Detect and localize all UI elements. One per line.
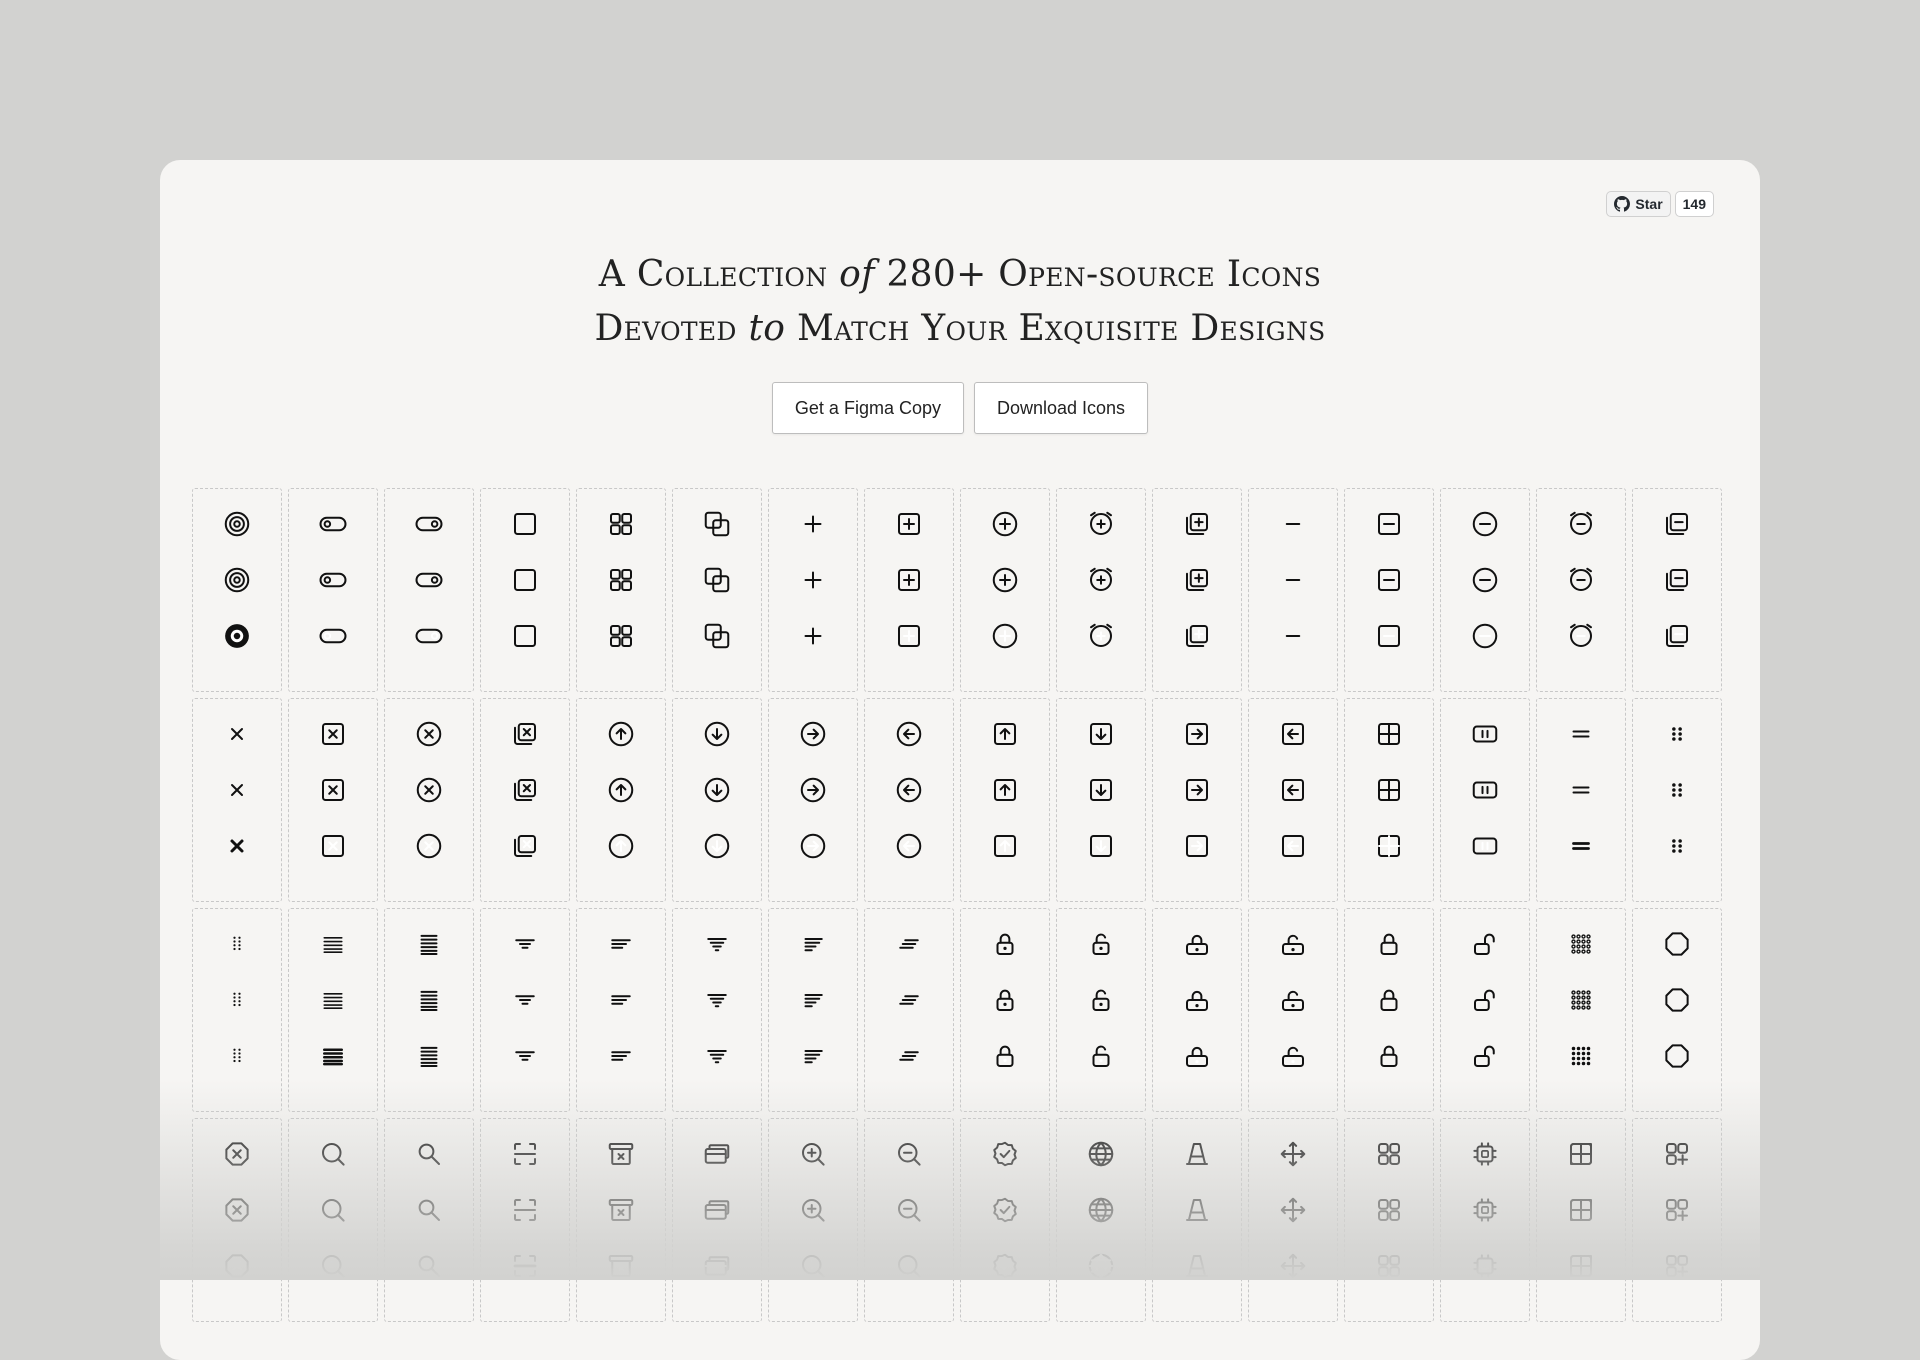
toggle-on-solid-icon[interactable] <box>414 621 444 651</box>
icon-cell-toggle-on[interactable] <box>384 488 474 692</box>
align-center-wide-duotone-icon[interactable] <box>702 985 732 1015</box>
icon-cell-align-right-italic[interactable] <box>864 908 954 1112</box>
search-simple-solid-icon[interactable] <box>414 1251 444 1281</box>
minus-circle-solid-icon[interactable] <box>1470 621 1500 651</box>
arrow-left-circle-outline-icon[interactable] <box>894 719 924 749</box>
credit-cards-duotone-icon[interactable] <box>702 1195 732 1225</box>
icon-cell-globe[interactable] <box>1056 1118 1146 1322</box>
dots-grid-solid-icon[interactable] <box>1566 1041 1596 1071</box>
pause-rect-duotone-icon[interactable] <box>1470 775 1500 805</box>
lock-simple-duotone-icon[interactable] <box>1374 985 1404 1015</box>
close-octagon-outline-icon[interactable] <box>222 1139 252 1169</box>
arrow-right-square-outline-icon[interactable] <box>1182 719 1212 749</box>
lock-outline-icon[interactable] <box>990 929 1020 959</box>
alarm-plus-outline-icon[interactable] <box>1086 509 1116 539</box>
icon-cell-toggle-off[interactable] <box>288 488 378 692</box>
archive-duotone-icon[interactable] <box>606 1195 636 1225</box>
lock-simple-solid-icon[interactable] <box>1374 1041 1404 1071</box>
arrow-down-circle-outline-icon[interactable] <box>702 719 732 749</box>
globe-outline-icon[interactable] <box>1086 1139 1116 1169</box>
minus-circle-duotone-icon[interactable] <box>1470 565 1500 595</box>
credit-cards-solid-icon[interactable] <box>702 1251 732 1281</box>
headline-line-2-end: Match Your Exquisite Designs <box>785 308 1326 349</box>
minus-square-duotone-icon[interactable] <box>1374 565 1404 595</box>
icon-cell-apps[interactable] <box>1344 1118 1434 1322</box>
stack-minus-duotone-icon[interactable] <box>1662 565 1692 595</box>
page-headline <box>160 248 1760 356</box>
stack-close-solid-icon[interactable] <box>510 831 540 861</box>
globe-duotone-icon[interactable] <box>1086 1195 1116 1225</box>
unlock-wide-outline-icon[interactable] <box>1278 929 1308 959</box>
download-icons-button[interactable]: Download Icons <box>974 382 1148 434</box>
icon-cell-align-center[interactable] <box>480 908 570 1112</box>
align-right-italic-outline-icon[interactable] <box>894 929 924 959</box>
toggle-off-duotone-icon[interactable] <box>318 565 348 595</box>
pause-rect-solid-icon[interactable] <box>1470 831 1500 861</box>
icon-cell-grid-square[interactable] <box>1344 698 1434 902</box>
align-left-outline-icon[interactable] <box>606 929 636 959</box>
github-icon <box>1614 196 1630 212</box>
stack-minus-outline-icon[interactable] <box>1662 509 1692 539</box>
minus-solid-icon[interactable] <box>1278 621 1308 651</box>
icon-cell-dots-grid[interactable] <box>1536 908 1626 1112</box>
minus-outline-icon[interactable] <box>1278 509 1308 539</box>
grid-square-solid-icon[interactable] <box>1374 831 1404 861</box>
drag-dots-duotone-icon[interactable] <box>222 985 252 1015</box>
icon-cell-drag-dots[interactable] <box>192 908 282 1112</box>
scan-outline-icon[interactable] <box>510 1139 540 1169</box>
close-square-solid-icon[interactable] <box>318 831 348 861</box>
dots-grid-outline-icon[interactable] <box>1566 929 1596 959</box>
grid-square-outline-icon[interactable] <box>1374 719 1404 749</box>
arrow-left-square-outline-icon[interactable] <box>1278 719 1308 749</box>
headline-line-1-end: 280+ Open-source Icons <box>874 254 1322 295</box>
lock-wide-outline-icon[interactable] <box>1182 929 1212 959</box>
archive-solid-icon[interactable] <box>606 1251 636 1281</box>
close-square-duotone-icon[interactable] <box>318 775 348 805</box>
target-solid-icon[interactable] <box>222 621 252 651</box>
align-right-italic-solid-icon[interactable] <box>894 1041 924 1071</box>
alarm-minus-solid-icon[interactable] <box>1566 621 1596 651</box>
icon-cell-arrow-right-circle[interactable] <box>768 698 858 902</box>
lock-simple-outline-icon[interactable] <box>1374 929 1404 959</box>
main-card <box>160 160 1760 1360</box>
icon-cell-grid[interactable] <box>576 488 666 692</box>
arrow-up-circle-duotone-icon[interactable] <box>606 775 636 805</box>
icon-cell-minus[interactable] <box>1248 488 1338 692</box>
check-shield-duotone-icon[interactable] <box>990 1195 1020 1225</box>
apps-add-duotone-icon[interactable] <box>1662 1195 1692 1225</box>
stack-close-outline-icon[interactable] <box>510 719 540 749</box>
headline-line-2-start: Devoted <box>594 308 749 349</box>
close-circle-duotone-icon[interactable] <box>414 775 444 805</box>
icon-cell-plus-circle[interactable] <box>960 488 1050 692</box>
align-center-outline-icon[interactable] <box>510 929 540 959</box>
align-justify-duotone-icon[interactable] <box>318 985 348 1015</box>
search-simple-duotone-icon[interactable] <box>414 1195 444 1225</box>
headline-line-2 <box>160 302 1760 356</box>
icon-cell-cpu[interactable] <box>1440 1118 1530 1322</box>
unlock-outline-icon[interactable] <box>1086 929 1116 959</box>
close-circle-outline-icon[interactable] <box>414 719 444 749</box>
icon-cell-alarm-plus[interactable] <box>1056 488 1146 692</box>
search-duotone-icon[interactable] <box>318 1195 348 1225</box>
align-left-solid-icon[interactable] <box>606 1041 636 1071</box>
icon-cell-lock-wide[interactable] <box>1152 908 1242 1112</box>
apps-add-outline-icon[interactable] <box>1662 1139 1692 1169</box>
icon-cell-zoom-out[interactable] <box>864 1118 954 1322</box>
equals-outline-icon[interactable] <box>1566 719 1596 749</box>
credit-cards-outline-icon[interactable] <box>702 1139 732 1169</box>
copy-solid-icon[interactable] <box>702 621 732 651</box>
icon-cell-zoom-in[interactable] <box>768 1118 858 1322</box>
icon-cell-align-justify-dense[interactable] <box>384 908 474 1112</box>
icon-cell-plus[interactable] <box>768 488 858 692</box>
figma-copy-button[interactable]: Get a Figma Copy <box>772 382 964 434</box>
action-buttons <box>160 382 1760 434</box>
plus-square-outline-icon[interactable] <box>894 509 924 539</box>
apps-outline-icon[interactable] <box>1374 1139 1404 1169</box>
icon-cell-stack-plus[interactable] <box>1152 488 1242 692</box>
arrow-left-square-solid-icon[interactable] <box>1278 831 1308 861</box>
alarm-minus-outline-icon[interactable] <box>1566 509 1596 539</box>
zoom-in-duotone-icon[interactable] <box>798 1195 828 1225</box>
plus-circle-solid-icon[interactable] <box>990 621 1020 651</box>
lock-wide-solid-icon[interactable] <box>1182 1041 1212 1071</box>
icon-cell-close-octagon[interactable] <box>192 1118 282 1322</box>
scan-duotone-icon[interactable] <box>510 1195 540 1225</box>
close-octagon-solid-icon[interactable] <box>222 1251 252 1281</box>
cpu-duotone-icon[interactable] <box>1470 1195 1500 1225</box>
archive-outline-icon[interactable] <box>606 1139 636 1169</box>
arrow-down-square-solid-icon[interactable] <box>1086 831 1116 861</box>
plus-square-solid-icon[interactable] <box>894 621 924 651</box>
layout-duotone-icon[interactable] <box>1566 1195 1596 1225</box>
unlock-wide-duotone-icon[interactable] <box>1278 985 1308 1015</box>
icon-cell-arrow-down-circle[interactable] <box>672 698 762 902</box>
scan-solid-icon[interactable] <box>510 1251 540 1281</box>
octagon-duotone-icon[interactable] <box>1662 985 1692 1015</box>
unlock-simple-outline-icon[interactable] <box>1470 929 1500 959</box>
align-justify-outline-icon[interactable] <box>318 929 348 959</box>
arrow-down-circle-solid-icon[interactable] <box>702 831 732 861</box>
icon-cell-square[interactable] <box>480 488 570 692</box>
icon-cell-move[interactable] <box>1248 1118 1338 1322</box>
plus-solid-icon[interactable] <box>798 621 828 651</box>
icon-cell-search[interactable] <box>288 1118 378 1322</box>
align-justify-dense-outline-icon[interactable] <box>414 929 444 959</box>
lock-duotone-icon[interactable] <box>990 985 1020 1015</box>
minus-square-outline-icon[interactable] <box>1374 509 1404 539</box>
toggle-off-outline-icon[interactable] <box>318 509 348 539</box>
toggle-on-outline-icon[interactable] <box>414 509 444 539</box>
cone-outline-icon[interactable] <box>1182 1139 1212 1169</box>
plus-outline-icon[interactable] <box>798 509 828 539</box>
icon-grid <box>192 488 1722 1322</box>
icon-cell-arrow-down-square[interactable] <box>1056 698 1146 902</box>
cone-solid-icon[interactable] <box>1182 1251 1212 1281</box>
headline-line-1-italic: of <box>839 254 875 295</box>
dots-grid-duotone-icon[interactable] <box>1566 985 1596 1015</box>
drag-handle-duotone-icon[interactable] <box>1662 775 1692 805</box>
lock-solid-icon[interactable] <box>990 1041 1020 1071</box>
align-left-wide-duotone-icon[interactable] <box>798 985 828 1015</box>
cpu-outline-icon[interactable] <box>1470 1139 1500 1169</box>
icon-cell-apps-add[interactable] <box>1632 1118 1722 1322</box>
arrow-down-square-outline-icon[interactable] <box>1086 719 1116 749</box>
zoom-out-solid-icon[interactable] <box>894 1251 924 1281</box>
alarm-plus-duotone-icon[interactable] <box>1086 565 1116 595</box>
stack-plus-outline-icon[interactable] <box>1182 509 1212 539</box>
grid-outline-icon[interactable] <box>606 509 636 539</box>
icon-cell-arrow-right-square[interactable] <box>1152 698 1242 902</box>
align-left-wide-outline-icon[interactable] <box>798 929 828 959</box>
zoom-out-duotone-icon[interactable] <box>894 1195 924 1225</box>
search-simple-outline-icon[interactable] <box>414 1139 444 1169</box>
move-solid-icon[interactable] <box>1278 1251 1308 1281</box>
grid-solid-icon[interactable] <box>606 621 636 651</box>
icon-cell-arrow-up-circle[interactable] <box>576 698 666 902</box>
arrow-up-square-duotone-icon[interactable] <box>990 775 1020 805</box>
align-justify-solid-icon[interactable] <box>318 1041 348 1071</box>
icon-cell-close-circle[interactable] <box>384 698 474 902</box>
icon-cell-target[interactable] <box>192 488 282 692</box>
align-center-wide-outline-icon[interactable] <box>702 929 732 959</box>
arrow-up-circle-outline-icon[interactable] <box>606 719 636 749</box>
square-duotone-icon[interactable] <box>510 565 540 595</box>
icon-cell-search-simple[interactable] <box>384 1118 474 1322</box>
icon-cell-unlock[interactable] <box>1056 908 1146 1112</box>
icon-cell-archive[interactable] <box>576 1118 666 1322</box>
icon-cell-stack-minus[interactable] <box>1632 488 1722 692</box>
arrow-down-square-duotone-icon[interactable] <box>1086 775 1116 805</box>
copy-outline-icon[interactable] <box>702 509 732 539</box>
arrow-down-circle-duotone-icon[interactable] <box>702 775 732 805</box>
copy-duotone-icon[interactable] <box>702 565 732 595</box>
icon-cell-alarm-minus[interactable] <box>1536 488 1626 692</box>
plus-square-duotone-icon[interactable] <box>894 565 924 595</box>
icon-cell-stack-close[interactable] <box>480 698 570 902</box>
close-outline-icon[interactable] <box>222 719 252 749</box>
arrow-right-circle-outline-icon[interactable] <box>798 719 828 749</box>
check-shield-solid-icon[interactable] <box>990 1251 1020 1281</box>
close-square-outline-icon[interactable] <box>318 719 348 749</box>
minus-duotone-icon[interactable] <box>1278 565 1308 595</box>
globe-solid-icon[interactable] <box>1086 1251 1116 1281</box>
icon-cell-align-left[interactable] <box>576 908 666 1112</box>
lock-wide-duotone-icon[interactable] <box>1182 985 1212 1015</box>
arrow-right-circle-solid-icon[interactable] <box>798 831 828 861</box>
unlock-simple-solid-icon[interactable] <box>1470 1041 1500 1071</box>
arrow-left-circle-solid-icon[interactable] <box>894 831 924 861</box>
arrow-up-square-solid-icon[interactable] <box>990 831 1020 861</box>
drag-handle-solid-icon[interactable] <box>1662 831 1692 861</box>
icon-cell-drag-handle[interactable] <box>1632 698 1722 902</box>
stack-minus-solid-icon[interactable] <box>1662 621 1692 651</box>
move-duotone-icon[interactable] <box>1278 1195 1308 1225</box>
stack-plus-solid-icon[interactable] <box>1182 621 1212 651</box>
arrow-right-circle-duotone-icon[interactable] <box>798 775 828 805</box>
icon-cell-pause-rect[interactable] <box>1440 698 1530 902</box>
icon-cell-scan[interactable] <box>480 1118 570 1322</box>
equals-solid-icon[interactable] <box>1566 831 1596 861</box>
target-outline-icon[interactable] <box>222 509 252 539</box>
icon-cell-credit-cards[interactable] <box>672 1118 762 1322</box>
pause-rect-outline-icon[interactable] <box>1470 719 1500 749</box>
icon-cell-layout[interactable] <box>1536 1118 1626 1322</box>
github-star-count[interactable]: 149 <box>1675 191 1714 217</box>
arrow-up-square-outline-icon[interactable] <box>990 719 1020 749</box>
headline-line-1-start: A Collection <box>598 254 840 295</box>
stack-plus-duotone-icon[interactable] <box>1182 565 1212 595</box>
align-center-duotone-icon[interactable] <box>510 985 540 1015</box>
icon-cell-close-square[interactable] <box>288 698 378 902</box>
alarm-plus-solid-icon[interactable] <box>1086 621 1116 651</box>
icon-cell-minus-square[interactable] <box>1344 488 1434 692</box>
minus-square-solid-icon[interactable] <box>1374 621 1404 651</box>
icon-cell-align-left-wide[interactable] <box>768 908 858 1112</box>
icon-cell-arrow-left-square[interactable] <box>1248 698 1338 902</box>
icon-cell-unlock-wide[interactable] <box>1248 908 1338 1112</box>
icon-cell-unlock-simple[interactable] <box>1440 908 1530 1112</box>
arrow-right-square-duotone-icon[interactable] <box>1182 775 1212 805</box>
headline-line-1 <box>160 248 1760 302</box>
zoom-out-outline-icon[interactable] <box>894 1139 924 1169</box>
align-right-italic-duotone-icon[interactable] <box>894 985 924 1015</box>
icon-cell-align-center-wide[interactable] <box>672 908 762 1112</box>
drag-handle-outline-icon[interactable] <box>1662 719 1692 749</box>
move-outline-icon[interactable] <box>1278 1139 1308 1169</box>
octagon-solid-icon[interactable] <box>1662 1041 1692 1071</box>
plus-circle-duotone-icon[interactable] <box>990 565 1020 595</box>
close-solid-icon[interactable] <box>222 831 252 861</box>
zoom-in-solid-icon[interactable] <box>798 1251 828 1281</box>
icon-cell-check-shield[interactable] <box>960 1118 1050 1322</box>
close-circle-solid-icon[interactable] <box>414 831 444 861</box>
search-solid-icon[interactable] <box>318 1251 348 1281</box>
apps-add-solid-icon[interactable] <box>1662 1251 1692 1281</box>
arrow-right-square-solid-icon[interactable] <box>1182 831 1212 861</box>
unlock-duotone-icon[interactable] <box>1086 985 1116 1015</box>
drag-dots-outline-icon[interactable] <box>222 929 252 959</box>
align-center-solid-icon[interactable] <box>510 1041 540 1071</box>
minus-circle-outline-icon[interactable] <box>1470 509 1500 539</box>
cpu-solid-icon[interactable] <box>1470 1251 1500 1281</box>
square-outline-icon[interactable] <box>510 509 540 539</box>
github-star-label: Star <box>1635 196 1663 212</box>
grid-square-duotone-icon[interactable] <box>1374 775 1404 805</box>
unlock-solid-icon[interactable] <box>1086 1041 1116 1071</box>
close-octagon-duotone-icon[interactable] <box>222 1195 252 1225</box>
alarm-minus-duotone-icon[interactable] <box>1566 565 1596 595</box>
icon-cell-lock-simple[interactable] <box>1344 908 1434 1112</box>
toggle-off-solid-icon[interactable] <box>318 621 348 651</box>
align-left-duotone-icon[interactable] <box>606 985 636 1015</box>
apps-duotone-icon[interactable] <box>1374 1195 1404 1225</box>
icon-cell-plus-square[interactable] <box>864 488 954 692</box>
icon-cell-minus-circle[interactable] <box>1440 488 1530 692</box>
plus-duotone-icon[interactable] <box>798 565 828 595</box>
icon-cell-octagon[interactable] <box>1632 908 1722 1112</box>
unlock-wide-solid-icon[interactable] <box>1278 1041 1308 1071</box>
arrow-left-square-duotone-icon[interactable] <box>1278 775 1308 805</box>
layout-solid-icon[interactable] <box>1566 1251 1596 1281</box>
align-center-wide-solid-icon[interactable] <box>702 1041 732 1071</box>
unlock-simple-duotone-icon[interactable] <box>1470 985 1500 1015</box>
icon-cell-equals[interactable] <box>1536 698 1626 902</box>
arrow-up-circle-solid-icon[interactable] <box>606 831 636 861</box>
icon-cell-copy[interactable] <box>672 488 762 692</box>
icon-cell-cone[interactable] <box>1152 1118 1242 1322</box>
layout-outline-icon[interactable] <box>1566 1139 1596 1169</box>
align-left-wide-solid-icon[interactable] <box>798 1041 828 1071</box>
target-duotone-icon[interactable] <box>222 565 252 595</box>
icon-cell-lock[interactable] <box>960 908 1050 1112</box>
check-shield-outline-icon[interactable] <box>990 1139 1020 1169</box>
stack-close-duotone-icon[interactable] <box>510 775 540 805</box>
icon-cell-arrow-up-square[interactable] <box>960 698 1050 902</box>
align-justify-dense-duotone-icon[interactable] <box>414 985 444 1015</box>
drag-dots-solid-icon[interactable] <box>222 1041 252 1071</box>
icon-cell-align-justify[interactable] <box>288 908 378 1112</box>
octagon-outline-icon[interactable] <box>1662 929 1692 959</box>
plus-circle-outline-icon[interactable] <box>990 509 1020 539</box>
search-outline-icon[interactable] <box>318 1139 348 1169</box>
icon-cell-close[interactable] <box>192 698 282 902</box>
square-solid-icon[interactable] <box>510 621 540 651</box>
equals-duotone-icon[interactable] <box>1566 775 1596 805</box>
arrow-left-circle-duotone-icon[interactable] <box>894 775 924 805</box>
icon-cell-arrow-left-circle[interactable] <box>864 698 954 902</box>
headline-line-2-italic: to <box>748 308 786 349</box>
github-star-button[interactable] <box>1606 191 1670 217</box>
align-justify-dense-solid-icon[interactable] <box>414 1041 444 1071</box>
cone-duotone-icon[interactable] <box>1182 1195 1212 1225</box>
github-star-widget <box>1606 191 1714 217</box>
apps-solid-icon[interactable] <box>1374 1251 1404 1281</box>
grid-duotone-icon[interactable] <box>606 565 636 595</box>
toggle-on-duotone-icon[interactable] <box>414 565 444 595</box>
close-duotone-icon[interactable] <box>222 775 252 805</box>
zoom-in-outline-icon[interactable] <box>798 1139 828 1169</box>
